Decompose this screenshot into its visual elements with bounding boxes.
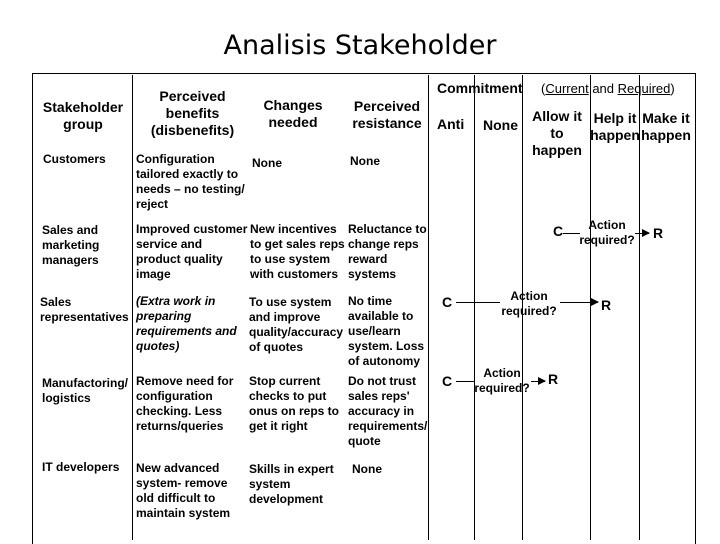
connector-line <box>563 233 580 234</box>
arrow-icon <box>635 233 649 234</box>
connector-line <box>456 302 500 303</box>
row-sales-marketing-group: Sales and marketing managers <box>42 223 100 267</box>
row-customers-benefits: Configuration tailored exactly to needs – no testing/ reject <box>136 152 245 211</box>
row-it-developers-resistance: None <box>352 462 382 476</box>
row-it-developers-group: IT developers <box>42 460 120 474</box>
header-allow-it-to-happen: Allow it to happen <box>532 108 582 158</box>
row-sales-marketing-resistance: Reluctance to change reps reward systems <box>348 222 427 281</box>
required-marker: R <box>601 297 612 313</box>
current-label: Current <box>545 81 589 96</box>
row-it-developers-benefits: New advanced system- remove old difficult to maintain system <box>136 461 231 520</box>
header-help-it-happen: Help it happen <box>590 110 640 143</box>
action-required-label: Action required? <box>474 366 530 395</box>
column-divider <box>132 75 133 540</box>
column-divider <box>428 75 429 540</box>
row-it-developers-changes: Skills in expert system development <box>249 462 334 506</box>
required-marker: R <box>653 225 664 241</box>
header-perceived-resistance: Perceived resistance <box>352 98 422 131</box>
required-marker: R <box>548 371 559 387</box>
connector-line <box>456 381 474 382</box>
header-make-it-happen: Make it happen <box>641 110 691 143</box>
current-marker: C <box>442 373 453 389</box>
header-perceived-benefits: Perceived benefits (disbenefits) <box>150 88 235 138</box>
row-manufacturing-group: Manufactoring/ logistics <box>42 376 128 405</box>
row-sales-reps-benefits: (Extra work in preparing requirements and quotes) <box>136 294 237 353</box>
current-marker: C <box>442 294 453 310</box>
row-customers-changes: None <box>252 156 282 170</box>
required-label: Required <box>617 81 671 96</box>
column-divider <box>590 75 591 540</box>
row-sales-marketing-changes: New incentives to get sales reps to use system with customers <box>250 222 345 281</box>
action-required-label: Action required? <box>501 289 557 318</box>
row-manufacturing-changes: Stop current checks to put onus on reps to get it right <box>249 374 339 433</box>
row-sales-reps-changes: To use system and improve quality/accuracy of quotes <box>249 295 344 354</box>
column-divider <box>474 75 475 540</box>
row-customers-resistance: None <box>350 154 380 168</box>
row-customers-group: Customers <box>43 152 106 166</box>
arrow-icon <box>531 381 545 382</box>
row-manufacturing-resistance: Do not trust sales reps' accuracy in requirements/ quote <box>348 374 428 448</box>
row-sales-reps-resistance: No time available to use/learn system. Loss of autonomy <box>348 294 425 368</box>
row-sales-reps-group: Sales representatives <box>40 295 129 324</box>
header-current-and-required: (Current and Required) <box>541 81 675 96</box>
row-manufacturing-benefits: Remove need for configuration checking. Less returns/queries <box>136 374 234 433</box>
header-commitment: Commitment <box>437 80 523 96</box>
header-stakeholder-group: Stakeholder group <box>42 99 124 132</box>
header-changes-needed: Changes needed <box>263 97 323 130</box>
row-sales-marketing-benefits: Improved customer service and product quality image <box>136 222 248 281</box>
page-title: Analisis Stakeholder <box>223 30 497 61</box>
arrow-icon <box>560 302 598 303</box>
current-marker: C <box>553 223 564 239</box>
header-anti: Anti <box>437 116 465 132</box>
action-required-label: Action required? <box>579 218 635 247</box>
header-none: None <box>483 117 518 133</box>
column-divider <box>639 75 640 540</box>
